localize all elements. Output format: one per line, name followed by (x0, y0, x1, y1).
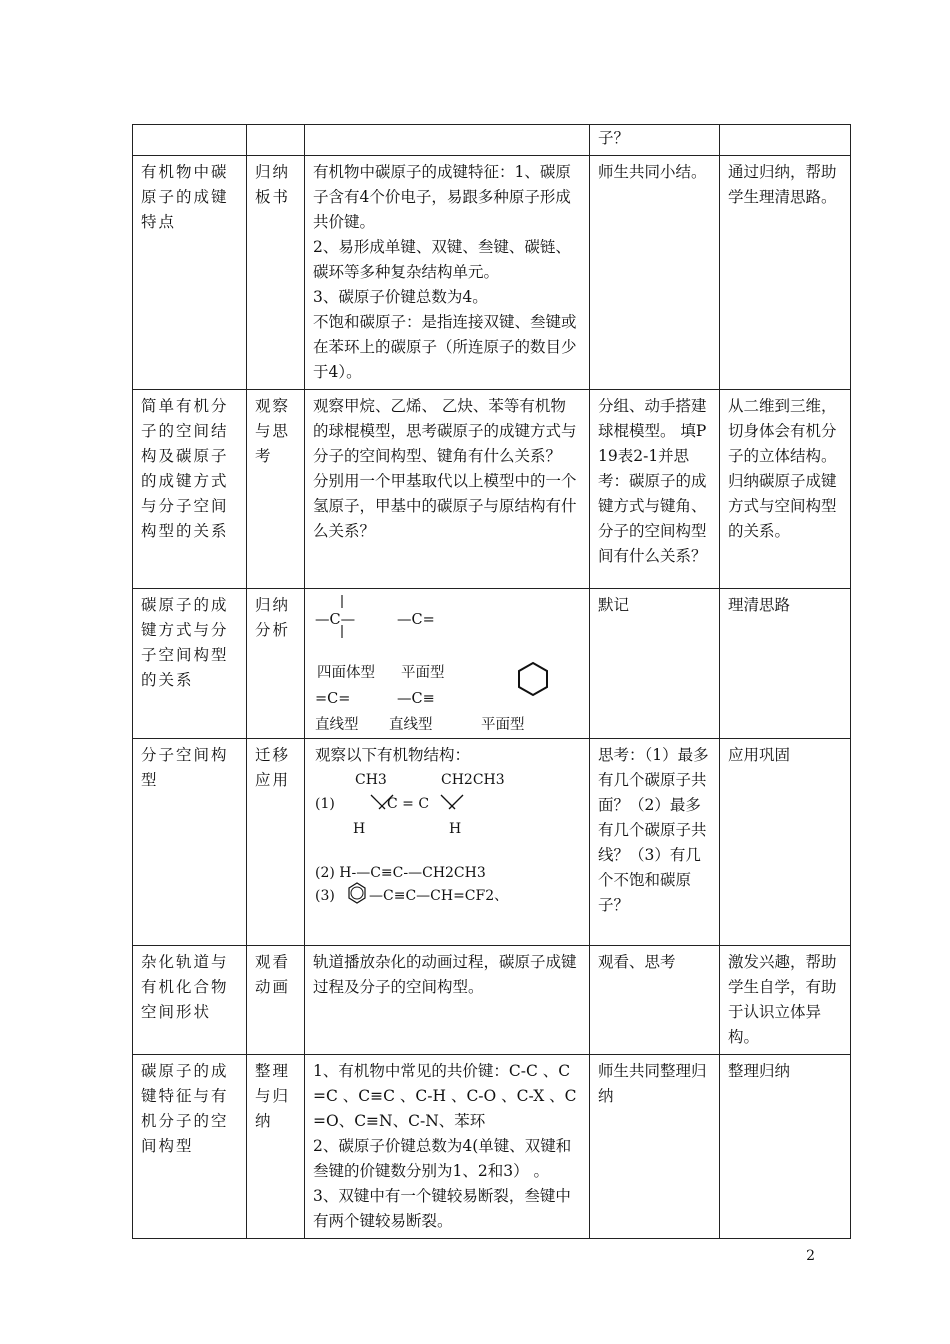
student-activity-cell: 观看、思考 (590, 946, 720, 1055)
table-row (133, 156, 851, 390)
structure-3: —C≡C—CH=CF2、 (369, 888, 509, 904)
stage-cell: 碳原子的成键特征与有机分子的空间构型 (133, 1055, 247, 1239)
stage-cell: 分子空间构型 (133, 739, 247, 946)
student-activity-cell: 师生共同整理归纳 (590, 1055, 720, 1239)
structures-intro: 观察以下有机物结构： (315, 746, 471, 764)
benzene-planar-label: 平面型 (481, 717, 525, 733)
purpose-cell: 从二维到三维，切身体会有机分子的立体结构。归纳碳原子成键方式与空间构型的关系。 (720, 390, 851, 589)
content-line: 3、双键中有一个键较易断裂，叁键中有两个键较易断裂。 (313, 1187, 571, 1230)
double-bond-carbon-label: —C= (397, 612, 435, 628)
molecule-structures (313, 743, 581, 913)
method-cell: 归纳板书 (247, 156, 305, 390)
linear-label: 直线型 (315, 717, 359, 733)
table-row (133, 589, 851, 739)
content-cell (305, 390, 590, 589)
student-activity-cell: 默记 (590, 589, 720, 739)
content-line: 2、碳原子价键总数为4(单键、双键和叁键的价键数分别为1、2和3） 。 (313, 1137, 572, 1180)
content-cell (305, 1055, 590, 1239)
purpose-cell: 激发兴趣，帮助学生自学，有助于认识立体异构。 (720, 946, 851, 1055)
content-line: 2、易形成单键、双键、叁键、碳链、碳环等多种复杂结构单元。 (313, 238, 571, 281)
table-row (133, 1055, 851, 1239)
stage-cell: 简单有机分子的空间结构及碳原子的成键方式与分子空间构型的关系 (133, 390, 247, 589)
table-row (133, 739, 851, 946)
method-cell: 观看动画 (247, 946, 305, 1055)
stage-cell: 碳原子的成键方式与分子空间构型的关系 (133, 589, 247, 739)
lesson-plan-table (132, 124, 851, 1239)
bond-geometry-diagram-cell (305, 589, 590, 739)
methyl-label: CH3 (355, 772, 387, 788)
bond-geometry-diagram (313, 593, 581, 733)
purpose-cell: 整理归纳 (720, 1055, 851, 1239)
content-line: 1、有机物中常见的共价键：C-C 、C=C 、C≡C 、C-H 、C-O 、C-X 、C=O、C≡N、C-N、苯环 (313, 1062, 577, 1130)
method-cell: 迁移应用 (247, 739, 305, 946)
content-cell (305, 125, 590, 156)
stage-cell: 杂化轨道与有机化合物空间形状 (133, 946, 247, 1055)
content-cell (305, 156, 590, 390)
method-cell: 整理与归纳 (247, 1055, 305, 1239)
method-cell: 归纳分析 (247, 589, 305, 739)
content-cell: 轨道播放杂化的动画过程，碳原子成键过程及分子的空间构型。 (305, 946, 590, 1055)
method-cell: 观察与思考 (247, 390, 305, 589)
cumulated-double-carbon-label: =C= (315, 691, 351, 707)
content-line: 不饱和碳原子：是指连接双键、叁键或在苯环上的碳原子（所连原子的数目少于4）。 (313, 313, 577, 381)
triple-bond-carbon-label: —C≡ (397, 691, 435, 707)
purpose-cell: 通过归纳，帮助学生理清思路。 (720, 156, 851, 390)
content-line: 观察甲烷、乙烯、 乙炔、苯等有机物的球棍模型，思考碳原子的成键方式与分子的空间构型、键角有什么关系？ (313, 397, 577, 465)
method-cell (247, 125, 305, 156)
page-number: 2 (806, 1248, 815, 1264)
planar-label: 平面型 (401, 665, 445, 681)
tetrahedral-label: 四面体型 (317, 665, 375, 681)
ethyl-label: CH2CH3 (441, 772, 505, 788)
content-line: 有机物中碳原子的成键特征：1、碳原子含有4个价电子，易跟多种原子形成共价键。 (313, 163, 571, 231)
structure-2: (2) H-—C≡C-—CH2CH3 (315, 865, 486, 881)
molecule-structures-cell (305, 739, 590, 946)
single-bond-carbon-label: —C— (315, 612, 356, 628)
table-row (133, 946, 851, 1055)
content-line: 3、碳原子价键总数为4。 (313, 288, 488, 306)
double-bond-label: C = C (387, 796, 430, 812)
table-row (133, 390, 851, 589)
stage-cell (133, 125, 247, 156)
hydrogen-label: H (353, 821, 366, 837)
student-activity-cell: 思考：（1）最多有几个碳原子共面？（2）最多有几个碳原子共线？（3）有几个不饱和碳原子？ (590, 739, 720, 946)
student-activity-cell: 子？ (590, 125, 720, 156)
purpose-cell: 理清思路 (720, 589, 851, 739)
purpose-cell: 应用巩固 (720, 739, 851, 946)
student-activity-cell: 师生共同小结。 (590, 156, 720, 390)
content-line: 分别用一个甲基取代以上模型中的一个氢原子，甲基中的碳原子与原结构有什么关系？ (313, 472, 577, 540)
table-row (133, 125, 851, 156)
structure-3-label: (3) (315, 888, 335, 904)
student-activity-cell: 分组、动手搭建球棍模型。 填P19表2-1并思考：碳原子的成键方式与键角、分子的空间构型间有什么关系？ (590, 390, 720, 589)
linear-label: 直线型 (389, 717, 433, 733)
purpose-cell (720, 125, 851, 156)
hydrogen-label: H (449, 821, 462, 837)
structure-1-label: (1) (315, 796, 335, 812)
stage-cell: 有机物中碳原子的成键特点 (133, 156, 247, 390)
